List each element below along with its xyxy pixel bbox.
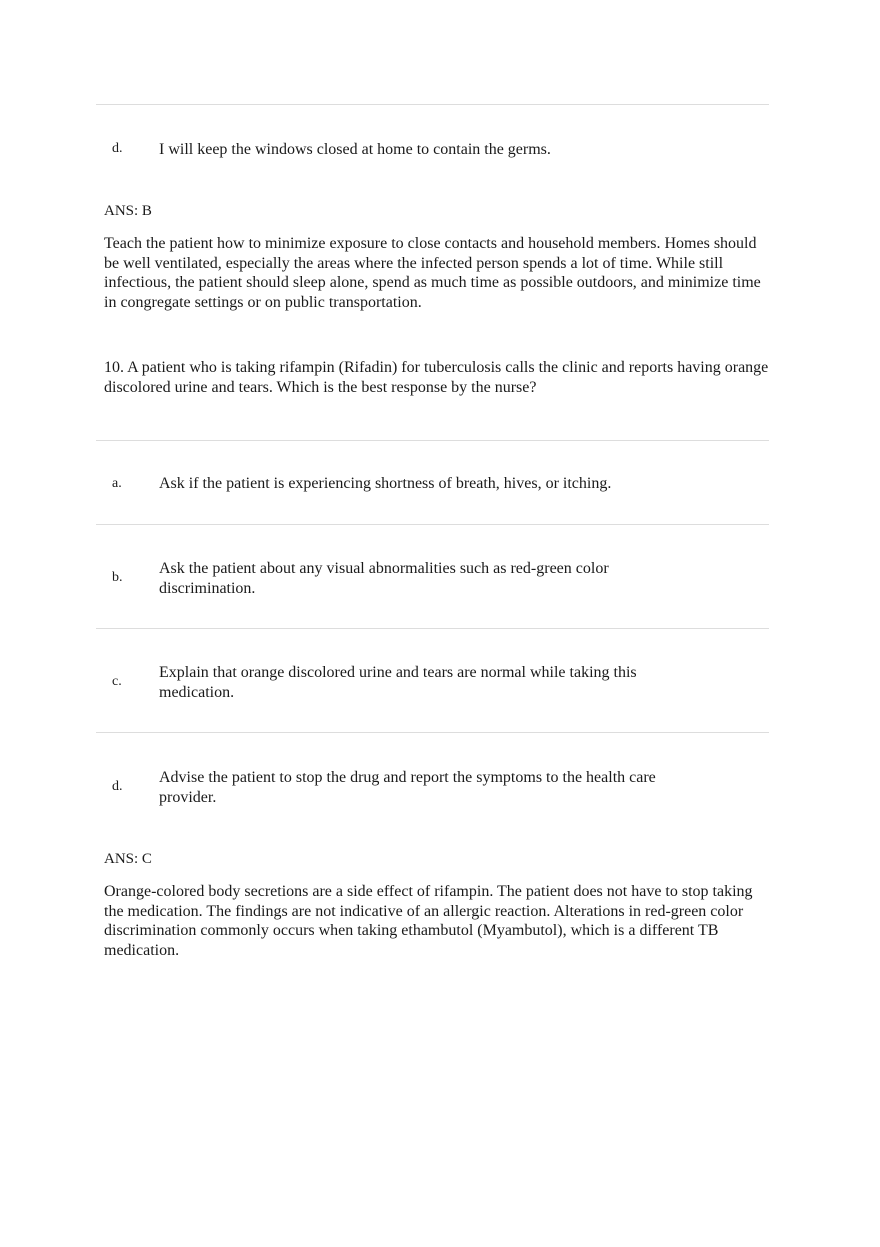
divider-options-start	[96, 440, 769, 441]
divider-b-c	[96, 628, 769, 629]
option-a-letter: a.	[112, 476, 122, 491]
option-d-letter: d.	[112, 779, 123, 794]
prev-answer: ANS: B	[104, 203, 152, 219]
option-a-text: Ask if the patient is experiencing shortness of breath, hives, or itching.	[159, 475, 612, 492]
divider-c-d	[96, 732, 769, 733]
divider-a-b	[96, 524, 769, 525]
question-stem: 10. A patient who is taking rifampin (Rifadin) for tuberculosis calls the clinic and reports having orange discolored urine and tears. Which is the best response by the nurse?	[104, 359, 769, 396]
prev-option-d-letter: d.	[112, 141, 123, 156]
divider-top	[96, 104, 769, 105]
option-c-text: Explain that orange discolored urine and tears are normal while taking this medication.	[159, 664, 637, 701]
option-d-text: Advise the patient to stop the drug and report the symptoms to the health care provider.	[159, 769, 656, 806]
prev-rationale: Teach the patient how to minimize exposure to close contacts and household members. Homes should be well ventilated, especially the areas where the infected person spends a lot of time. While still infectious, the patient should sleep alone, spend as much time as possible outdoors, and minimize time in congregate settings or on public transportation.	[104, 235, 761, 311]
option-b-text: Ask the patient about any visual abnormalities such as red-green color discrimination.	[159, 560, 609, 597]
option-c-letter: c.	[112, 674, 122, 689]
option-b-letter: b.	[112, 570, 123, 585]
answer: ANS: C	[104, 851, 152, 867]
rationale: Orange-colored body secretions are a side effect of rifampin. The patient does not have to stop taking the medication. The findings are not indicative of an allergic reaction. Alterations in red-green color discrimination commonly occurs when taking ethambutol (Myambutol), which is a different TB medication.	[104, 883, 753, 959]
prev-option-d-text: I will keep the windows closed at home to contain the germs.	[159, 141, 551, 158]
